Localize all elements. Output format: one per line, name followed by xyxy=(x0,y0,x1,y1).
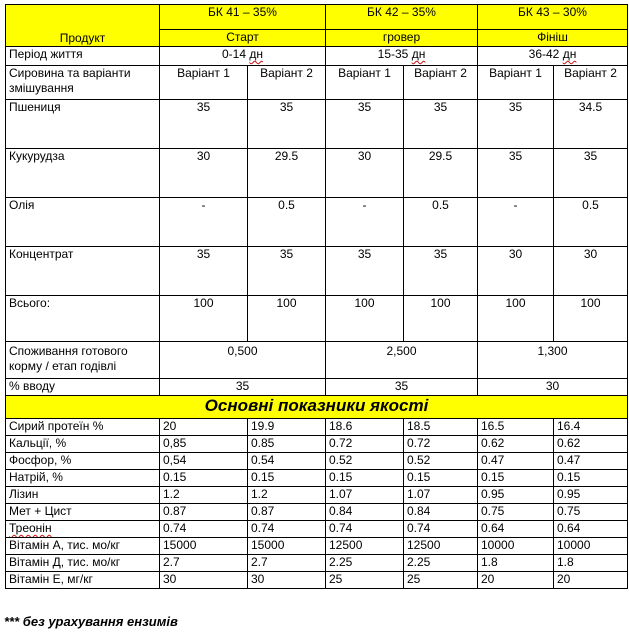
quality-value: 30 xyxy=(160,572,248,589)
ingredient-value: - xyxy=(160,198,248,247)
quality-label: Лізин xyxy=(6,487,160,504)
quality-value: 0.95 xyxy=(554,487,628,504)
quality-value: 16.5 xyxy=(478,419,554,436)
group-phase: Старт xyxy=(160,30,326,47)
quality-row xyxy=(6,470,628,487)
quality-label: Сирий протеїн % xyxy=(6,419,160,436)
quality-value: 0.15 xyxy=(248,470,326,487)
ingredient-value: 35 xyxy=(326,247,404,296)
quality-row xyxy=(6,419,628,436)
quality-value: 0.85 xyxy=(248,436,326,453)
ingredient-row xyxy=(6,198,628,247)
quality-value: 1.2 xyxy=(160,487,248,504)
ingredient-value: 0.5 xyxy=(554,198,628,247)
quality-value: 1.8 xyxy=(554,555,628,572)
ingredient-label: Концентрат xyxy=(6,247,160,296)
quality-value: 0,85 xyxy=(160,436,248,453)
quality-value: 0.52 xyxy=(326,453,404,470)
ingredient-label: Всього: xyxy=(6,296,160,342)
quality-value: 25 xyxy=(326,572,404,589)
quality-row xyxy=(6,487,628,504)
variant-header: Варіант 2 xyxy=(554,66,628,100)
quality-row xyxy=(6,453,628,470)
quality-row xyxy=(6,572,628,589)
quality-value: 0.75 xyxy=(478,504,554,521)
quality-value: 0.62 xyxy=(554,436,628,453)
quality-value: 1.8 xyxy=(478,555,554,572)
ingredient-value: 100 xyxy=(478,296,554,342)
group-phase: гровер xyxy=(326,30,478,47)
ingredient-value: 35 xyxy=(478,100,554,149)
quality-value: 2.25 xyxy=(404,555,478,572)
quality-value: 0.47 xyxy=(478,453,554,470)
quality-title-row xyxy=(6,396,628,419)
ingredient-value: 29.5 xyxy=(404,149,478,198)
quality-value: 10000 xyxy=(554,538,628,555)
quality-value: 0.15 xyxy=(404,470,478,487)
quality-value: 0.62 xyxy=(478,436,554,453)
ingredient-row xyxy=(6,149,628,198)
quality-label: Вітамін Е, мг/кг xyxy=(6,572,160,589)
variants-row xyxy=(6,66,628,100)
group-phase: Фініш xyxy=(478,30,628,47)
ingredient-value: 35 xyxy=(554,149,628,198)
ingredient-value: 30 xyxy=(554,247,628,296)
ingredient-value: 30 xyxy=(160,149,248,198)
quality-value: 0.74 xyxy=(248,521,326,538)
quality-value: 15000 xyxy=(248,538,326,555)
variant-header: Варіант 1 xyxy=(478,66,554,100)
input-pct-value: 35 xyxy=(160,379,326,396)
quality-value: 1.2 xyxy=(248,487,326,504)
quality-value: 0.54 xyxy=(248,453,326,470)
ingredient-label: Пшениця xyxy=(6,100,160,149)
quality-value: 18.6 xyxy=(326,419,404,436)
ingredient-value: 100 xyxy=(326,296,404,342)
quality-value: 16.4 xyxy=(554,419,628,436)
quality-row xyxy=(6,436,628,453)
quality-value: 20 xyxy=(160,419,248,436)
quality-value: 20 xyxy=(478,572,554,589)
quality-value: 19.9 xyxy=(248,419,326,436)
quality-label: Вітамін Д, тис. мо/кг xyxy=(6,555,160,572)
quality-value: 0.15 xyxy=(326,470,404,487)
consumption-row xyxy=(6,342,628,379)
quality-value: 15000 xyxy=(160,538,248,555)
ingredient-value: 29.5 xyxy=(248,149,326,198)
quality-value: 0,54 xyxy=(160,453,248,470)
life-period-label: Період життя xyxy=(6,47,160,66)
quality-value: 0.87 xyxy=(248,504,326,521)
ingredient-value: 35 xyxy=(326,100,404,149)
quality-value: 18.5 xyxy=(404,419,478,436)
quality-value: 30 xyxy=(248,572,326,589)
quality-value: 0.75 xyxy=(554,504,628,521)
input-pct-value: 35 xyxy=(326,379,478,396)
ingredient-value: 35 xyxy=(248,247,326,296)
ingredient-value: 35 xyxy=(404,100,478,149)
quality-value: 0.87 xyxy=(160,504,248,521)
variant-header: Варіант 1 xyxy=(160,66,248,100)
input-pct-label: % вводу xyxy=(6,379,160,396)
life-period-value: 15-35 дн xyxy=(326,47,478,66)
ingredient-value: 30 xyxy=(326,149,404,198)
quality-value: 0.47 xyxy=(554,453,628,470)
feed-table xyxy=(5,4,628,589)
variant-header: Варіант 2 xyxy=(248,66,326,100)
group-name: БК 41 – 35% xyxy=(160,5,326,30)
quality-value: 2.25 xyxy=(326,555,404,572)
input-pct-row xyxy=(6,379,628,396)
quality-value: 0.74 xyxy=(326,521,404,538)
ingredient-value: 34.5 xyxy=(554,100,628,149)
quality-value: 0.52 xyxy=(404,453,478,470)
group-name: БК 43 – 30% xyxy=(478,5,628,30)
consumption-value: 2,500 xyxy=(326,342,478,379)
ingredient-value: 0.5 xyxy=(248,198,326,247)
quality-row xyxy=(6,504,628,521)
ingredient-value: 100 xyxy=(160,296,248,342)
ingredient-value: - xyxy=(326,198,404,247)
ingredient-value: 35 xyxy=(478,149,554,198)
quality-value: 0.84 xyxy=(404,504,478,521)
quality-value: 25 xyxy=(404,572,478,589)
ingredient-label: Олія xyxy=(6,198,160,247)
ingredient-value: 100 xyxy=(554,296,628,342)
life-period-row xyxy=(6,47,628,66)
quality-value: 0.64 xyxy=(554,521,628,538)
quality-label: Мет + Цист xyxy=(6,504,160,521)
quality-value: 2.7 xyxy=(160,555,248,572)
group-name: БК 42 – 35% xyxy=(326,5,478,30)
quality-value: 0.15 xyxy=(478,470,554,487)
quality-value: 0.15 xyxy=(554,470,628,487)
quality-value: 1.07 xyxy=(404,487,478,504)
quality-label: Вітамін А, тис. мо/кг xyxy=(6,538,160,555)
quality-value: 0.72 xyxy=(404,436,478,453)
quality-value: 12500 xyxy=(404,538,478,555)
quality-row xyxy=(6,538,628,555)
quality-value: 0.74 xyxy=(160,521,248,538)
product-header: Продукт xyxy=(6,5,160,47)
header-group-row xyxy=(6,5,628,30)
quality-value: 0.64 xyxy=(478,521,554,538)
quality-label: Натрій, % xyxy=(6,470,160,487)
ingredient-value: 35 xyxy=(248,100,326,149)
variant-header: Варіант 2 xyxy=(404,66,478,100)
quality-value: 0.72 xyxy=(326,436,404,453)
quality-value: 0.15 xyxy=(160,470,248,487)
life-period-value: 0-14 дн xyxy=(160,47,326,66)
quality-label: Кальції, % xyxy=(6,436,160,453)
ingredient-row xyxy=(6,100,628,149)
quality-value: 2.7 xyxy=(248,555,326,572)
ingredient-value: 30 xyxy=(478,247,554,296)
ingredient-value: 100 xyxy=(248,296,326,342)
ingredient-value: - xyxy=(478,198,554,247)
quality-label: Фосфор, % xyxy=(6,453,160,470)
quality-label: Треонін xyxy=(6,521,160,538)
ingredient-value: 35 xyxy=(160,247,248,296)
life-period-value: 36-42 дн xyxy=(478,47,628,66)
consumption-value: 0,500 xyxy=(160,342,326,379)
input-pct-value: 30 xyxy=(478,379,628,396)
quality-value: 0.74 xyxy=(404,521,478,538)
ingredient-row xyxy=(6,247,628,296)
quality-value: 12500 xyxy=(326,538,404,555)
quality-value: 10000 xyxy=(478,538,554,555)
footnote: *** без урахування ензимів xyxy=(4,614,178,629)
ingredient-label: Кукурудза xyxy=(6,149,160,198)
quality-value: 20 xyxy=(554,572,628,589)
quality-row xyxy=(6,555,628,572)
consumption-value: 1,300 xyxy=(478,342,628,379)
variant-header: Варіант 1 xyxy=(326,66,404,100)
consumption-label: Споживання готового корму / етап годівлі xyxy=(6,342,160,379)
ingredient-value: 35 xyxy=(160,100,248,149)
ingredient-value: 35 xyxy=(404,247,478,296)
ingredient-value: 0.5 xyxy=(404,198,478,247)
variants-label: Сировина та варіанти змішування xyxy=(6,66,160,100)
quality-value: 0.84 xyxy=(326,504,404,521)
ingredient-value: 100 xyxy=(404,296,478,342)
total-row xyxy=(6,296,628,342)
quality-row xyxy=(6,521,628,538)
quality-value: 0.95 xyxy=(478,487,554,504)
quality-title: Основні показники якості xyxy=(6,396,628,419)
quality-value: 1.07 xyxy=(326,487,404,504)
